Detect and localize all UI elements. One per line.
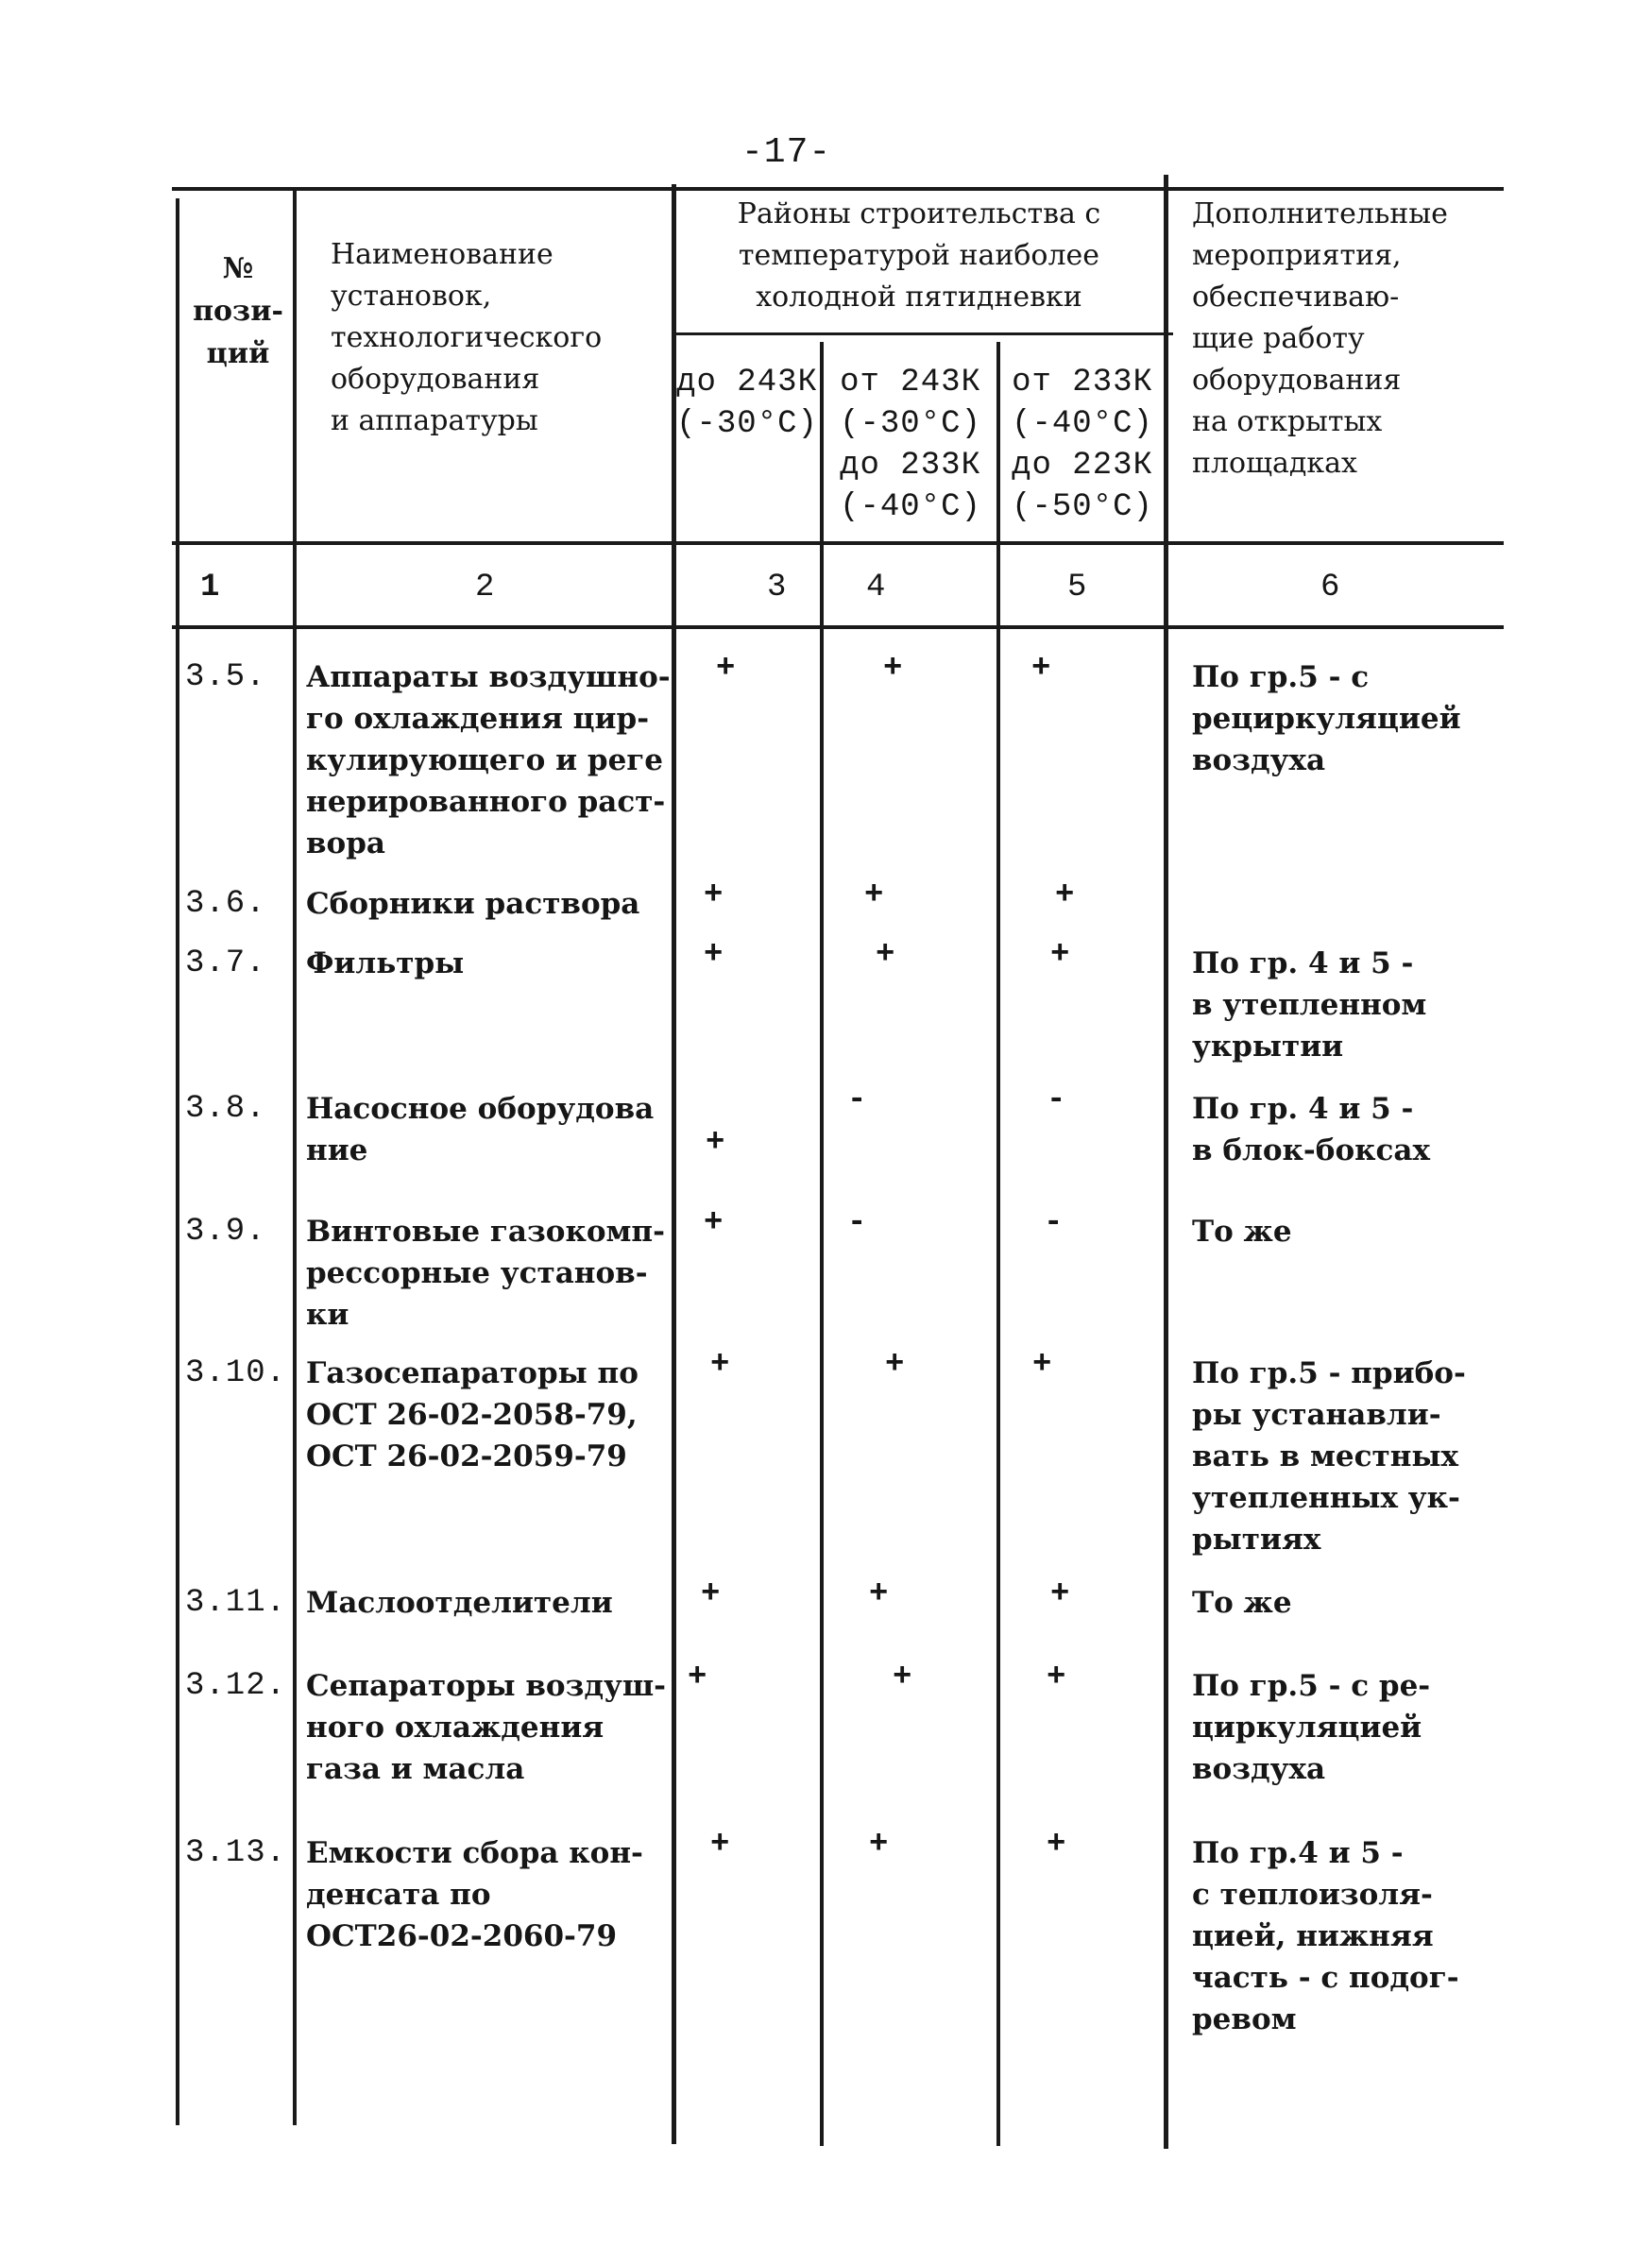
header-line: щие работу bbox=[1192, 322, 1365, 355]
row-note-line: По гр.4 и 5 - bbox=[1192, 1836, 1404, 1870]
col-divider-3 bbox=[820, 342, 824, 2146]
header-line: и аппаратуры bbox=[331, 404, 538, 437]
header-construction-regions bbox=[678, 194, 1160, 318]
column-number-4: 4 bbox=[866, 570, 887, 605]
row-position: 3.11. bbox=[185, 1585, 287, 1621]
header-line: Дополнительные bbox=[1192, 197, 1448, 230]
row-position: 3.13. bbox=[185, 1835, 287, 1871]
row-note-line: По гр. 4 и 5 - bbox=[1192, 1092, 1414, 1126]
row-c4-mark: - bbox=[847, 1205, 867, 1241]
row-position: 3.9. bbox=[185, 1214, 266, 1250]
row-note-line: рециркуляцией bbox=[1192, 702, 1461, 736]
row-position: 3.5. bbox=[185, 659, 266, 695]
row-name-line: ОСТ 26-02-2058-79, bbox=[306, 1398, 638, 1432]
row-note-line: По гр.5 - прибо- bbox=[1192, 1356, 1466, 1390]
row-name-line: ОСТ26-02-2060-79 bbox=[306, 1919, 618, 1953]
row-note-line: По гр.5 - с bbox=[1192, 660, 1370, 694]
row-position: 3.10. bbox=[185, 1355, 287, 1391]
row-note bbox=[1192, 1088, 1430, 1171]
header-line: Наименование bbox=[331, 238, 554, 271]
row-c3-mark: + bbox=[716, 651, 736, 687]
row-note-line: вать в местных bbox=[1192, 1439, 1458, 1473]
row-c5-mark: + bbox=[1050, 937, 1070, 973]
row-position: 3.6. bbox=[185, 886, 266, 922]
row-note-line: То же bbox=[1192, 1215, 1292, 1249]
col-divider-4 bbox=[996, 342, 1000, 2146]
header-line: от 243К bbox=[840, 365, 981, 400]
row-name bbox=[306, 1353, 639, 1477]
column-number-3: 3 bbox=[767, 570, 788, 605]
left-border bbox=[176, 198, 179, 2125]
row-name-line: Винтовые газокомп- bbox=[306, 1215, 665, 1249]
column-number-2: 2 bbox=[475, 570, 496, 605]
header-line: холодной пятидневки bbox=[756, 281, 1082, 314]
row-name-line: Аппараты воздушно- bbox=[306, 660, 671, 694]
header-col3 bbox=[673, 362, 822, 445]
header-line: обеспечиваю- bbox=[1192, 281, 1400, 314]
page-number: -17- bbox=[741, 132, 832, 173]
row-name-line: Газосепараторы по bbox=[306, 1356, 639, 1390]
row-note-line: с теплоизоля- bbox=[1192, 1878, 1433, 1912]
row-c5-mark: - bbox=[1044, 1205, 1064, 1241]
row-note-line: утепленных ук- bbox=[1192, 1481, 1460, 1515]
row-name-line: го охлаждения цир- bbox=[306, 702, 650, 736]
header-line: № bbox=[222, 252, 254, 285]
row-c5-mark: + bbox=[1031, 651, 1051, 687]
row-note-line: в блок-боксах bbox=[1192, 1133, 1430, 1167]
row-note-line: рытиях bbox=[1192, 1523, 1321, 1557]
row-c4-mark: - bbox=[847, 1082, 867, 1118]
row-c5-mark: + bbox=[1032, 1347, 1052, 1383]
row-note-line: циркуляцией bbox=[1192, 1711, 1422, 1745]
table-top-rule bbox=[172, 187, 1504, 191]
row-c3-mark: + bbox=[701, 1576, 721, 1612]
row-note-line: воздуха bbox=[1192, 1752, 1326, 1786]
header-col5 bbox=[1000, 362, 1165, 528]
row-name-line: ОСТ 26-02-2059-79 bbox=[306, 1439, 627, 1473]
row-note bbox=[1192, 1211, 1292, 1252]
row-name-line: ние bbox=[306, 1133, 368, 1167]
row-name-line: Маслоотделители bbox=[306, 1586, 613, 1620]
header-line: (-30°С) bbox=[840, 406, 981, 442]
column-number-6: 6 bbox=[1320, 570, 1341, 605]
row-note bbox=[1192, 656, 1461, 781]
col-divider-2 bbox=[672, 184, 676, 2144]
row-name-line: рессорные установ- bbox=[306, 1256, 648, 1290]
row-name-line: кулирующего и реге bbox=[306, 743, 664, 777]
column-numbers-rule bbox=[172, 625, 1504, 629]
row-note-line: То же bbox=[1192, 1586, 1292, 1620]
row-c4-mark: + bbox=[869, 1576, 889, 1612]
row-note bbox=[1192, 943, 1426, 1067]
row-name-line: денсата по bbox=[306, 1878, 491, 1912]
row-name-line: Насосное оборудова bbox=[306, 1092, 655, 1126]
header-line: до 243К bbox=[676, 365, 818, 400]
header-line: мероприятия, bbox=[1192, 239, 1402, 272]
row-name bbox=[306, 656, 671, 864]
row-note bbox=[1192, 1582, 1292, 1624]
row-position: 3.7. bbox=[185, 945, 266, 981]
row-name-line: нерированного раст- bbox=[306, 785, 666, 819]
header-name bbox=[331, 234, 602, 442]
row-name bbox=[306, 1211, 665, 1336]
row-note-line: в утепленном bbox=[1192, 988, 1427, 1022]
row-c5-mark: + bbox=[1050, 1576, 1070, 1612]
column-number-5: 5 bbox=[1067, 570, 1088, 605]
header-line: температурой наиболее bbox=[738, 239, 1100, 272]
row-c4-mark: + bbox=[893, 1660, 912, 1695]
header-bottom-rule bbox=[172, 541, 1504, 545]
row-note-line: ревом bbox=[1192, 2002, 1297, 2036]
row-c5-mark: - bbox=[1047, 1082, 1066, 1118]
row-note-line: ры устанавли- bbox=[1192, 1398, 1441, 1432]
header-line: (-40°С) bbox=[840, 489, 981, 525]
header-position-no bbox=[187, 247, 289, 375]
row-note bbox=[1192, 1665, 1430, 1790]
row-note-line: цией, нижняя bbox=[1192, 1919, 1434, 1953]
header-line: (-50°С) bbox=[1012, 489, 1153, 525]
row-c4-mark: + bbox=[864, 877, 884, 913]
header-line: (-30°С) bbox=[676, 406, 818, 442]
header-line: технологического bbox=[331, 321, 603, 354]
row-note bbox=[1192, 1832, 1459, 2040]
row-c3-mark: + bbox=[706, 1125, 725, 1161]
row-c4-mark: + bbox=[885, 1347, 905, 1383]
row-c5-mark: + bbox=[1047, 1660, 1066, 1695]
column-number-1: 1 bbox=[200, 570, 221, 605]
row-c4-mark: + bbox=[883, 651, 903, 687]
col-divider-1 bbox=[293, 189, 297, 2125]
row-note-line: По гр. 4 и 5 - bbox=[1192, 946, 1414, 980]
row-name-line: ки bbox=[306, 1298, 349, 1332]
row-name bbox=[306, 943, 464, 984]
row-name-line: газа и масла bbox=[306, 1752, 525, 1786]
header-line: ций bbox=[206, 337, 270, 370]
row-c3-mark: + bbox=[704, 877, 724, 913]
header-line: от 233К bbox=[1012, 365, 1153, 400]
row-c3-mark: + bbox=[710, 1827, 730, 1863]
header-additional-measures bbox=[1192, 194, 1448, 485]
row-name bbox=[306, 1088, 654, 1171]
row-c3-mark: + bbox=[704, 937, 724, 973]
row-c3-mark: + bbox=[688, 1660, 707, 1695]
row-c5-mark: + bbox=[1055, 877, 1075, 913]
row-c3-mark: + bbox=[704, 1205, 724, 1241]
header-line: установок, bbox=[331, 280, 492, 313]
row-name-line: Сборники раствора bbox=[306, 887, 640, 921]
header-line: (-40°С) bbox=[1012, 406, 1153, 442]
row-note-line: воздуха bbox=[1192, 743, 1326, 777]
row-name bbox=[306, 1582, 613, 1624]
header-group-rule bbox=[673, 332, 1173, 335]
row-name bbox=[306, 1665, 666, 1790]
row-c3-mark: + bbox=[710, 1347, 730, 1383]
row-name-line: Сепараторы воздуш- bbox=[306, 1669, 667, 1703]
row-name-line: вора bbox=[306, 826, 385, 860]
row-name-line: ного охлаждения bbox=[306, 1711, 605, 1745]
row-note-line: По гр.5 - с ре- bbox=[1192, 1669, 1431, 1703]
row-c5-mark: + bbox=[1047, 1827, 1066, 1863]
row-name-line: Фильтры bbox=[306, 946, 465, 980]
header-line: до 223К bbox=[1012, 448, 1153, 484]
header-line: оборудования bbox=[331, 363, 540, 396]
header-line: пози- bbox=[193, 295, 283, 328]
header-line: на открытых bbox=[1192, 405, 1383, 438]
row-note bbox=[1192, 1353, 1466, 1560]
row-position: 3.8. bbox=[185, 1091, 266, 1127]
row-note-line: укрытии bbox=[1192, 1030, 1344, 1064]
header-col4 bbox=[824, 362, 997, 528]
row-c4-mark: + bbox=[876, 937, 895, 973]
row-c4-mark: + bbox=[869, 1827, 889, 1863]
row-name-line: Емкости сбора кон- bbox=[306, 1836, 643, 1870]
row-note-line: часть - с подог- bbox=[1192, 1961, 1459, 1995]
header-line: Районы строительства с bbox=[737, 197, 1101, 230]
header-line: до 233К bbox=[840, 448, 981, 484]
row-position: 3.12. bbox=[185, 1668, 287, 1704]
row-name bbox=[306, 883, 639, 925]
row-name bbox=[306, 1832, 643, 1957]
header-line: площадках bbox=[1192, 447, 1357, 480]
header-line: оборудования bbox=[1192, 364, 1402, 397]
